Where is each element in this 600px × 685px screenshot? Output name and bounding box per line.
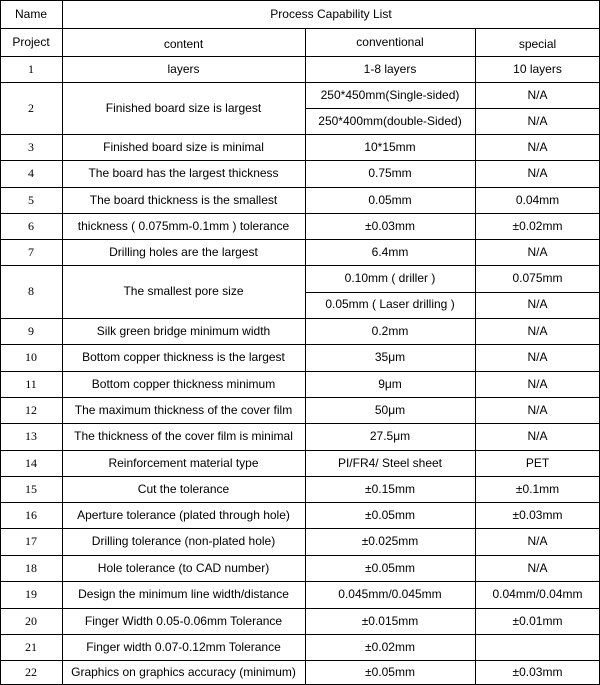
special-header: special bbox=[518, 36, 557, 51]
sub-row-divider bbox=[305, 108, 475, 109]
row-divider bbox=[0, 397, 600, 398]
special-value: N/A bbox=[527, 350, 548, 364]
special-value: N/A bbox=[527, 244, 548, 259]
conventional-value: ±0.025mm bbox=[361, 534, 419, 548]
conventional-value: 6.4mm bbox=[371, 244, 409, 259]
special-value: ±0.02mm bbox=[512, 218, 563, 233]
row-divider bbox=[0, 555, 600, 556]
row-content: The thickness of the cover film is minimal bbox=[74, 429, 293, 443]
row-content: Cut the tolerance bbox=[137, 481, 230, 496]
row-divider bbox=[0, 318, 600, 319]
row-number: 19 bbox=[25, 587, 37, 601]
conventional-value: PI/FR4/ Steel sheet bbox=[337, 455, 443, 470]
row-number: 16 bbox=[25, 507, 37, 522]
row-divider bbox=[0, 450, 600, 451]
row-number: 12 bbox=[25, 402, 37, 417]
row-content: Drilling tolerance (non-plated hole) bbox=[91, 534, 276, 548]
conventional-value: 250*400mm(double-Sided) bbox=[318, 113, 462, 128]
column-divider bbox=[62, 0, 63, 685]
row-content: Graphics on graphics accuracy (minimum) bbox=[71, 665, 296, 679]
project-header: Project bbox=[12, 34, 50, 49]
conventional-value: ±0.15mm bbox=[365, 481, 415, 496]
special-value: ±0.03mm bbox=[512, 665, 563, 679]
conventional-value: 9μm bbox=[378, 376, 402, 391]
column-divider bbox=[475, 28, 476, 685]
row-number: 7 bbox=[28, 244, 34, 259]
special-value: N/A bbox=[527, 139, 548, 154]
row-divider bbox=[0, 476, 600, 477]
table-title: Process Capability List bbox=[270, 6, 392, 21]
row-number: 2 bbox=[28, 100, 34, 115]
row-number: 15 bbox=[25, 481, 37, 496]
row-content: The board thickness is the smallest bbox=[89, 192, 278, 207]
row-content: Hole tolerance (to CAD number) bbox=[97, 560, 270, 575]
row-divider bbox=[0, 502, 600, 503]
row-number: 17 bbox=[25, 534, 37, 548]
row-divider bbox=[0, 134, 600, 135]
conventional-header: conventional bbox=[356, 34, 424, 49]
conventional-value: ±0.015mm bbox=[361, 613, 419, 628]
conventional-value: 10*15mm bbox=[364, 139, 416, 154]
conventional-value: 0.045mm/0.045mm bbox=[338, 587, 442, 601]
row-content: Drilling holes are the largest bbox=[109, 244, 258, 259]
row-number: 5 bbox=[28, 192, 34, 207]
special-value: N/A bbox=[527, 166, 548, 180]
row-number: 21 bbox=[25, 639, 37, 654]
special-value: 0.075mm bbox=[512, 270, 563, 285]
row-content: Design the minimum line width/distance bbox=[78, 587, 289, 601]
row-divider bbox=[0, 187, 600, 188]
row-content: Finger width 0.07-0.12mm Tolerance bbox=[86, 639, 281, 654]
row-number: 3 bbox=[28, 139, 34, 154]
row-content: The board has the largest thickness bbox=[88, 166, 279, 180]
row-divider bbox=[0, 528, 600, 529]
sub-row-divider bbox=[475, 108, 600, 109]
row-number: 11 bbox=[25, 376, 37, 391]
row-content: Finished board size is largest bbox=[105, 100, 262, 115]
row-number: 10 bbox=[25, 350, 37, 364]
conventional-value: 27.5μm bbox=[369, 429, 411, 443]
row-divider bbox=[0, 160, 600, 161]
row-number: 8 bbox=[28, 284, 34, 298]
special-value: ±0.1mm bbox=[515, 481, 560, 496]
row-divider bbox=[0, 82, 600, 83]
row-content: The maximum thickness of the cover film bbox=[74, 402, 293, 417]
conventional-value: 250*450mm(Single-sided) bbox=[320, 87, 460, 102]
row-number: 13 bbox=[25, 429, 37, 443]
row-content: Aperture tolerance (plated through hole) bbox=[77, 507, 290, 522]
row-divider bbox=[0, 660, 600, 661]
row-divider bbox=[0, 581, 600, 582]
special-value: 10 layers bbox=[513, 61, 562, 76]
conventional-value: ±0.02mm bbox=[365, 639, 415, 654]
conventional-value: 50μm bbox=[374, 402, 406, 417]
content-header: content bbox=[163, 36, 204, 51]
row-number: 6 bbox=[28, 218, 34, 233]
conventional-value: ±0.05mm bbox=[365, 665, 415, 679]
row-content: Finger Width 0.05-0.06mm Tolerance bbox=[84, 613, 283, 628]
conventional-value: 0.75mm bbox=[368, 166, 412, 180]
special-value: PET bbox=[525, 455, 550, 470]
row-content: thickness ( 0.075mm-0.1mm ) tolerance bbox=[77, 218, 290, 233]
row-divider bbox=[0, 608, 600, 609]
column-divider bbox=[0, 0, 1, 685]
conventional-value: 35μm bbox=[374, 350, 406, 364]
conventional-value: 0.05mm ( Laser drilling ) bbox=[325, 297, 455, 312]
row-divider bbox=[0, 265, 600, 266]
row-content: Bottom copper thickness is the largest bbox=[82, 350, 285, 364]
conventional-value: ±0.03mm bbox=[365, 218, 415, 233]
special-value: N/A bbox=[527, 297, 548, 312]
row-content: Reinforcement material type bbox=[108, 455, 259, 470]
column-divider bbox=[305, 28, 306, 685]
row-content: layers bbox=[167, 61, 200, 76]
special-value bbox=[475, 634, 600, 660]
row-divider bbox=[0, 56, 600, 57]
row-number: 4 bbox=[28, 166, 34, 180]
row-number: 22 bbox=[25, 665, 37, 679]
row-divider bbox=[0, 28, 600, 29]
special-value: N/A bbox=[527, 87, 548, 102]
special-value: ±0.01mm bbox=[512, 613, 563, 628]
row-divider bbox=[0, 634, 600, 635]
row-content: Silk green bridge minimum width bbox=[96, 323, 271, 338]
conventional-value: 0.05mm bbox=[368, 192, 412, 207]
conventional-value: ±0.05mm bbox=[365, 560, 415, 575]
conventional-value: 1-8 layers bbox=[363, 61, 417, 76]
conventional-value: ±0.05mm bbox=[365, 507, 415, 522]
special-value: N/A bbox=[527, 323, 548, 338]
special-value: N/A bbox=[527, 376, 548, 391]
row-number: 20 bbox=[25, 613, 37, 628]
special-value: N/A bbox=[527, 429, 548, 443]
special-value: N/A bbox=[527, 402, 548, 417]
special-value: N/A bbox=[527, 560, 548, 575]
row-divider bbox=[0, 213, 600, 214]
row-number: 18 bbox=[25, 560, 37, 575]
row-content: Finished board size is minimal bbox=[103, 139, 264, 154]
row-number: 9 bbox=[28, 323, 34, 338]
row-content: Bottom copper thickness minimum bbox=[91, 376, 276, 391]
name-header: Name bbox=[14, 6, 47, 21]
special-value: N/A bbox=[527, 534, 548, 548]
row-number: 1 bbox=[28, 61, 34, 76]
special-value: 0.04mm bbox=[515, 192, 560, 207]
row-divider bbox=[0, 0, 600, 1]
row-divider bbox=[0, 423, 600, 424]
row-number: 14 bbox=[25, 455, 37, 470]
row-divider bbox=[0, 371, 600, 372]
special-value: ±0.03mm bbox=[512, 507, 563, 522]
conventional-value: 0.2mm bbox=[371, 323, 409, 338]
row-content: The smallest pore size bbox=[123, 284, 244, 298]
sub-row-divider bbox=[305, 292, 475, 293]
row-divider bbox=[0, 239, 600, 240]
sub-row-divider bbox=[475, 292, 600, 293]
row-divider bbox=[0, 344, 600, 345]
special-value: 0.04mm/0.04mm bbox=[492, 587, 583, 601]
special-value: N/A bbox=[527, 113, 548, 128]
conventional-value: 0.10mm ( driller ) bbox=[344, 270, 436, 285]
